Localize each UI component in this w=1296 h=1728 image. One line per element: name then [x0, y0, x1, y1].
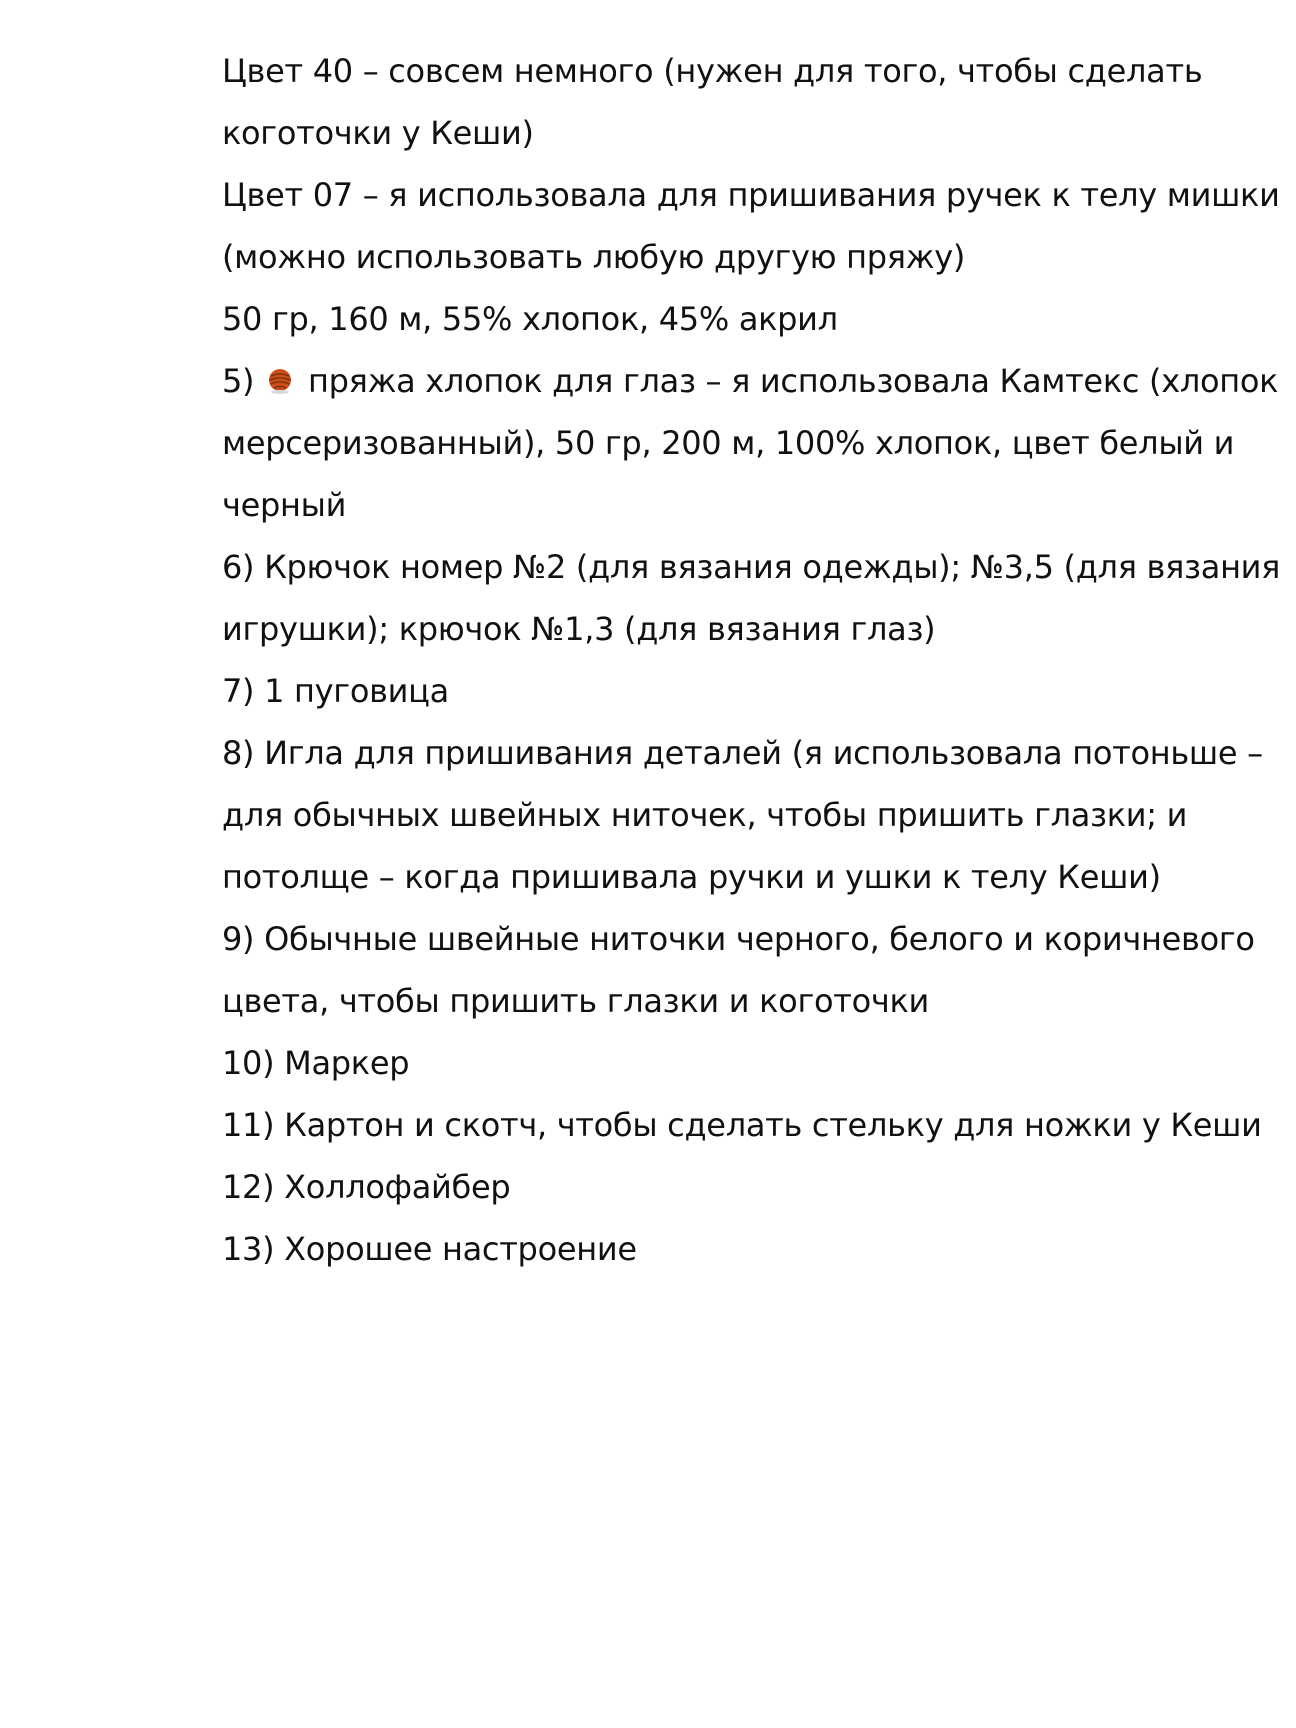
list-item-text: пряжа хлопок для глаз – я использовала Камтекс (хлопок — [308, 362, 1279, 400]
list-item-number: 5) — [222, 362, 255, 400]
list-item-yarn — [222, 350, 1279, 412]
text-line: 11) Картон и скотч, чтобы сделать стельку для ножки у Кеши — [222, 1106, 1262, 1144]
text-line: (можно использовать любую другую пряжу) — [222, 238, 966, 276]
text-line: Цвет 07 – я использовала для пришивания ручек к телу мишки — [222, 176, 1280, 214]
yarn-ball-icon — [266, 353, 294, 381]
text-line: 13) Хорошее настроение — [222, 1230, 637, 1268]
text-line: мерсеризованный), 50 гр, 200 м, 100% хлопок, цвет белый и — [222, 424, 1235, 462]
text-line: игрушки); крючок №1,3 (для вязания глаз) — [222, 610, 936, 648]
materials-list-text — [222, 40, 1281, 1280]
text-line: 7) 1 пуговица — [222, 672, 449, 710]
text-line: 50 гр, 160 м, 55% хлопок, 45% акрил — [222, 300, 838, 338]
text-line: цвета, чтобы пришить глазки и коготочки — [222, 982, 930, 1020]
text-line: 8) Игла для пришивания деталей (я использовала потоньше – — [222, 734, 1263, 772]
text-line: потолще – когда пришивала ручки и ушки к телу Кеши) — [222, 858, 1161, 896]
text-line: 9) Обычные швейные ниточки черного, белого и коричневого — [222, 920, 1255, 958]
text-line: коготочки у Кеши) — [222, 114, 534, 152]
text-line: 6) Крючок номер №2 (для вязания одежды); №3,5 (для вязания — [222, 548, 1281, 586]
text-line: Цвет 40 – совсем немного (нужен для того, чтобы сделать — [222, 52, 1203, 90]
text-line: черный — [222, 486, 347, 524]
text-line: для обычных швейных ниточек, чтобы пришить глазки; и — [222, 796, 1188, 834]
text-line: 10) Маркер — [222, 1044, 410, 1082]
text-line: 12) Холлофайбер — [222, 1168, 511, 1206]
